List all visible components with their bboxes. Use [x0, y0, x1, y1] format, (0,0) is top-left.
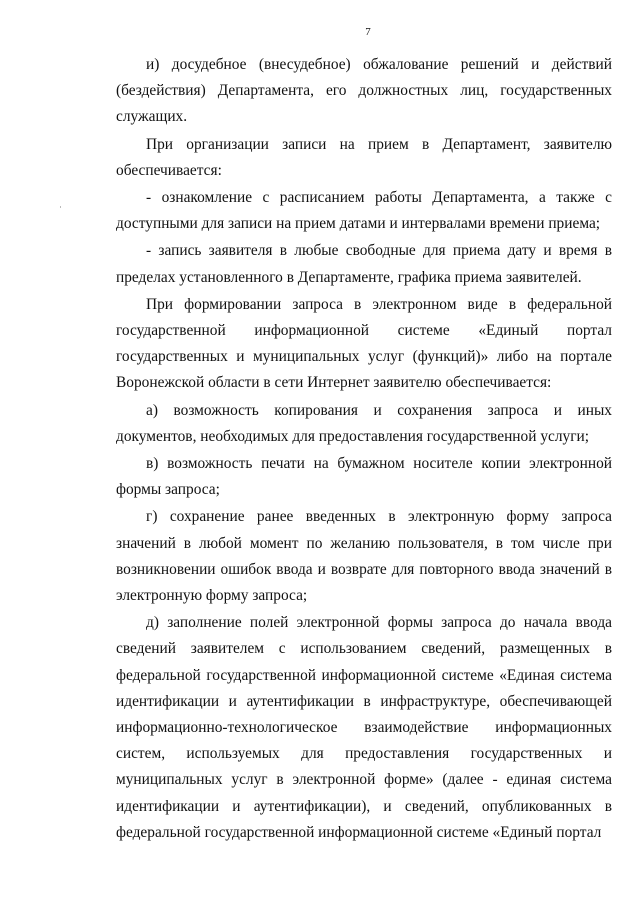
paragraph-electronic-request-intro: При формировании запроса в электронном виде в федеральной государственной информационной системе «Единый портал государственных и муниципальных услуг (функций)» либо на портале Воронежской области в сети Интернет заявителю обеспечивается:	[116, 295, 612, 392]
paragraph-appointment-intro: При организации записи на прием в Департамент, заявителю обеспечивается:	[116, 135, 612, 179]
paragraph-schedule: - ознакомление с расписанием работы Департамента, а также с доступными для записи на прием датами и интервалами времени приема;	[116, 189, 612, 233]
paragraph-item-d: д) заполнение полей электронной формы запроса до начала ввода сведений заявителем с использованием сведений, размещенных в федеральной государственной информационной системе «Единая система идентификации и аутентификации в инфраструктуре, обеспечивающей информационно-технологическое взаимодействие информационных систем, используемых для предоставления государственных и муниципальных услуг в электронной форме» (далее - единая система идентификации и аутентификации), и сведений, опубликованных в федеральной государственной информационной системе «Единый портал	[116, 614, 612, 841]
paragraph-appeal: и) досудебное (внесудебное) обжалование решений и действий (бездействия) Департамента, его должностных лиц, государственных служащих.	[116, 56, 612, 126]
scan-speck	[60, 206, 61, 208]
paragraph-item-a: а) возможность копирования и сохранения запроса и иных документов, необходимых для предоставления государственной услуги;	[116, 401, 612, 445]
paragraph-booking: - запись заявителя в любые свободные для приема дату и время в пределах установленного в Департаменте, графика приема заявителей.	[116, 242, 612, 286]
paragraph-item-g: г) сохранение ранее введенных в электронную форму запроса значений в любой момент по желанию пользователя, в том числе при возникновении ошибок ввода и возврате для повторного ввода значений в электронную форму запроса;	[116, 508, 612, 605]
page-number: 7	[365, 26, 371, 38]
paragraph-item-v: в) возможность печати на бумажном носителе копии электронной формы запроса;	[116, 455, 612, 499]
